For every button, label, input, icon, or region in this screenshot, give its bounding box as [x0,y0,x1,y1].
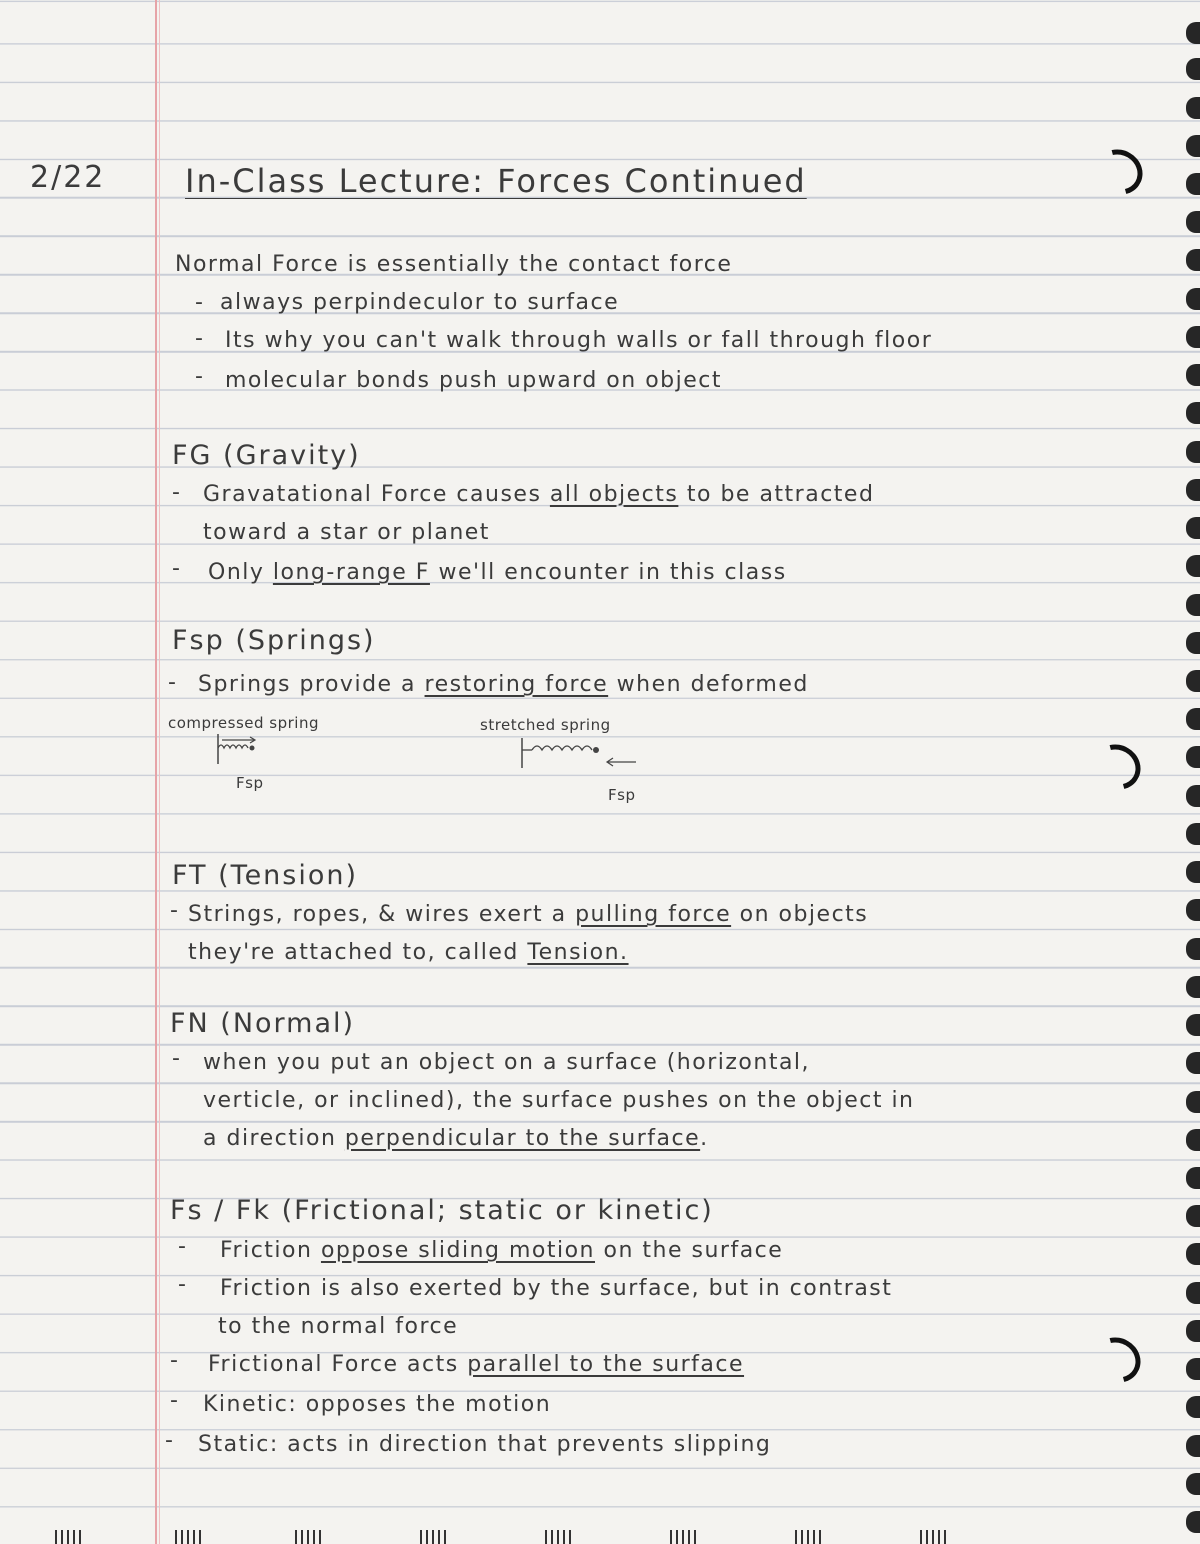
intro-definition: is essentially the contact force [347,252,733,277]
binder-ring [1085,736,1149,798]
spiral-binding [1176,0,1200,1544]
stretched-spring-force: Fsp [608,786,636,804]
perforation-marks [670,1530,696,1544]
binding-hole [1186,1396,1200,1418]
compressed-spring-label: compressed spring [168,714,319,732]
binding-hole [1186,97,1200,119]
intro-bullet: always perpindeculor to surface [220,290,620,315]
note-date: 2/22 [30,160,106,195]
underlined-term: long-range F [272,560,430,585]
binding-hole [1186,976,1200,998]
binding-hole [1186,823,1200,845]
binding-hole [1186,1205,1200,1227]
binding-hole [1186,899,1200,921]
bullet-dash: - [170,1348,178,1373]
binding-hole [1186,1320,1200,1342]
binding-hole [1186,555,1200,577]
intro-bullet: molecular bonds push upward on object [225,368,722,393]
binding-hole [1186,1435,1200,1457]
intro-term: Normal Force [175,252,340,277]
binding-hole [1186,1167,1200,1189]
bullet-dash: - [172,1046,180,1071]
binding-hole [1186,1358,1200,1380]
friction-line-6: Static: acts in direction that prevents slipping [198,1432,772,1457]
underlined-term: all objects [549,482,679,507]
binding-hole [1186,173,1200,195]
underlined-term: perpendicular to the surface [344,1126,701,1151]
perforation-marks [795,1530,821,1544]
binding-hole [1186,288,1200,310]
bullet-dash: - [195,326,203,351]
bullet-dash: - [172,556,180,581]
binding-hole [1186,211,1200,233]
binding-hole [1186,632,1200,654]
perforation-marks [175,1530,201,1544]
tension-heading: FT (Tension) [172,860,359,891]
normal-line-1: when you put an object on a surface (horizontal, [203,1050,811,1075]
springs-heading: Fsp (Springs) [172,625,376,656]
gravity-line-2: toward a star or planet [203,520,490,545]
friction-heading: Fs / Fk (Frictional; static or kinetic) [170,1195,714,1226]
binding-hole [1186,22,1200,44]
bullet-dash: - [165,1428,173,1453]
springs-line-1: Springs provide a restoring force when deformed [198,672,809,697]
friction-line-4: Frictional Force acts parallel to the surface [208,1352,745,1377]
bullet-dash: - [168,670,176,695]
binding-hole [1186,670,1200,692]
binding-hole [1186,1473,1200,1495]
bullet-dash: - [178,1272,186,1297]
margin-line [155,0,157,1544]
perforation-marks [420,1530,446,1544]
tension-line-2: they're attached to, called Tension. [188,940,629,965]
page-title: In-Class Lecture: Forces Continued [185,162,807,200]
binding-hole [1186,1282,1200,1304]
friction-line-1: Friction oppose sliding motion on the surface [220,1238,784,1263]
bullet-dash: - [178,1234,186,1259]
binding-hole [1186,479,1200,501]
bullet-dash: - [195,364,203,389]
compressed-spring-force: Fsp [236,774,264,792]
perforation-marks [545,1530,571,1544]
binding-hole [1186,1014,1200,1036]
stretched-spring-diagram [518,738,648,774]
binding-hole [1186,708,1200,730]
binding-hole [1186,1511,1200,1533]
tension-line-1: Strings, ropes, & wires exert a pulling force on objects [188,902,869,927]
gravity-heading: FG (Gravity) [172,440,361,471]
bullet-dash: - [195,290,203,315]
bullet-dash: - [170,898,178,923]
margin-line-secondary [159,0,160,1544]
binding-hole [1186,938,1200,960]
friction-line-3: to the normal force [218,1314,459,1339]
underlined-term: pulling force [575,902,732,927]
bullet-dash: - [170,1388,178,1413]
underlined-term: Tension. [527,940,629,965]
binding-hole [1186,1129,1200,1151]
perforation-marks [920,1530,946,1544]
stretched-spring-label: stretched spring [480,716,611,734]
normal-line-2: verticle, or inclined), the surface pushes on the object in [203,1088,915,1113]
binding-hole [1186,249,1200,271]
binding-hole [1186,441,1200,463]
binding-hole [1186,746,1200,768]
friction-line-5: Kinetic: opposes the motion [203,1392,552,1417]
underlined-term: restoring force [424,672,609,697]
underlined-term: oppose sliding motion [320,1238,595,1263]
binding-hole [1186,58,1200,80]
normal-line-3: a direction perpendicular to the surface. [203,1126,709,1151]
gravity-line-1: Gravatational Force causes all objects to be attracted [203,482,875,507]
intro-line [175,252,732,277]
perforation-marks [55,1530,81,1544]
binding-hole [1186,402,1200,424]
binding-hole [1186,517,1200,539]
binding-hole [1186,785,1200,807]
binding-hole [1186,1243,1200,1265]
underlined-term: parallel to the surface [467,1352,745,1377]
binding-hole [1186,594,1200,616]
compressed-spring-diagram [212,734,272,768]
binding-hole [1186,1091,1200,1113]
bullet-dash: - [172,480,180,505]
intro-bullet: Its why you can't walk through walls or fall through floor [225,328,933,353]
binding-hole [1186,861,1200,883]
binding-hole [1186,326,1200,348]
binding-hole [1186,364,1200,386]
gravity-line-3: Only long-range F we'll encounter in this class [208,560,787,585]
binder-ring [1087,141,1151,203]
binder-ring [1085,1329,1149,1391]
binding-hole [1186,1052,1200,1074]
binding-hole [1186,135,1200,157]
friction-line-2: Friction is also exerted by the surface, but in contrast [220,1276,893,1301]
normal-heading: FN (Normal) [170,1008,356,1039]
perforation-marks [295,1530,321,1544]
